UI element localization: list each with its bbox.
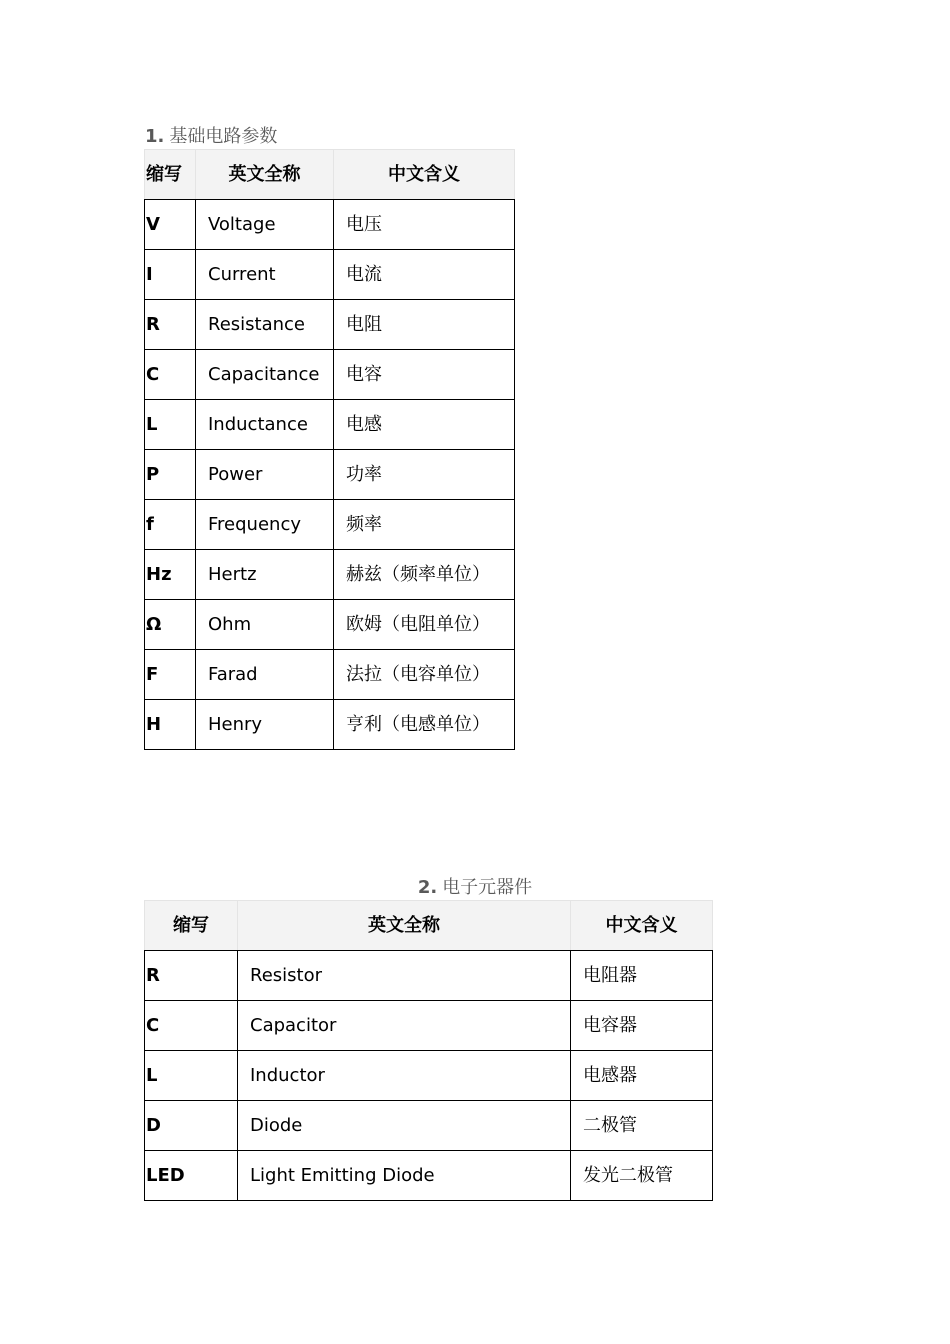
cell-meaning: 法拉（电容单位）	[334, 650, 515, 700]
cell-full-name: Resistor	[238, 951, 571, 1001]
cell-abbr: Ω	[145, 600, 196, 650]
cell-full-name: Frequency	[196, 500, 334, 550]
cell-abbr: LED	[145, 1151, 238, 1201]
table-row	[145, 400, 515, 450]
cell-full-name: Farad	[196, 650, 334, 700]
header-abbr: 缩写	[145, 150, 196, 200]
section-2-number: 2.	[417, 877, 438, 898]
cell-abbr: I	[145, 250, 196, 300]
cell-full-name: Power	[196, 450, 334, 500]
cell-meaning: 二极管	[571, 1101, 713, 1151]
cell-full-name: Resistance	[196, 300, 334, 350]
table-row	[145, 650, 515, 700]
cell-abbr: L	[145, 400, 196, 450]
section-2-title	[0, 877, 950, 899]
cell-meaning: 欧姆（电阻单位）	[334, 600, 515, 650]
cell-full-name: Capacitance	[196, 350, 334, 400]
cell-full-name: Hertz	[196, 550, 334, 600]
table-row	[145, 250, 515, 300]
section-1-title	[145, 126, 277, 148]
cell-full-name: Voltage	[196, 200, 334, 250]
cell-abbr: Hz	[145, 550, 196, 600]
cell-abbr: C	[145, 1001, 238, 1051]
table-row	[145, 1001, 713, 1051]
cell-full-name: Current	[196, 250, 334, 300]
cell-full-name: Capacitor	[238, 1001, 571, 1051]
cell-full-name: Light Emitting Diode	[238, 1151, 571, 1201]
cell-meaning: 频率	[334, 500, 515, 550]
header-meaning: 中文含义	[571, 901, 713, 951]
section-1-number: 1.	[145, 126, 165, 147]
table-row	[145, 350, 515, 400]
cell-meaning: 电压	[334, 200, 515, 250]
cell-meaning: 电阻器	[571, 951, 713, 1001]
cell-full-name: Inductor	[238, 1051, 571, 1101]
cell-meaning: 电感器	[571, 1051, 713, 1101]
cell-abbr: L	[145, 1051, 238, 1101]
header-meaning: 中文含义	[334, 150, 515, 200]
section-2-heading: 电子元器件	[442, 877, 533, 898]
cell-full-name: Henry	[196, 700, 334, 750]
table-row	[145, 1151, 713, 1201]
components-table	[144, 900, 713, 1201]
cell-abbr: P	[145, 450, 196, 500]
cell-meaning: 电容	[334, 350, 515, 400]
cell-meaning: 赫兹（频率单位）	[334, 550, 515, 600]
cell-meaning: 功率	[334, 450, 515, 500]
table-row	[145, 200, 515, 250]
header-row	[145, 901, 713, 951]
cell-abbr: V	[145, 200, 196, 250]
table-row	[145, 600, 515, 650]
table-row	[145, 550, 515, 600]
table-row	[145, 1101, 713, 1151]
cell-abbr: R	[145, 300, 196, 350]
circuit-params-table	[144, 149, 515, 750]
cell-abbr: C	[145, 350, 196, 400]
cell-meaning: 电感	[334, 400, 515, 450]
header-row	[145, 150, 515, 200]
header-full-name: 英文全称	[238, 901, 571, 951]
cell-abbr: H	[145, 700, 196, 750]
cell-meaning: 发光二极管	[571, 1151, 713, 1201]
cell-abbr: R	[145, 951, 238, 1001]
section-1-heading: 基础电路参数	[169, 126, 278, 147]
cell-abbr: F	[145, 650, 196, 700]
cell-meaning: 电容器	[571, 1001, 713, 1051]
cell-abbr: f	[145, 500, 196, 550]
table-row	[145, 300, 515, 350]
table-row	[145, 951, 713, 1001]
table-row	[145, 700, 515, 750]
cell-full-name: Diode	[238, 1101, 571, 1151]
cell-full-name: Ohm	[196, 600, 334, 650]
cell-meaning: 亨利（电感单位）	[334, 700, 515, 750]
cell-meaning: 电流	[334, 250, 515, 300]
header-full-name: 英文全称	[196, 150, 334, 200]
cell-meaning: 电阻	[334, 300, 515, 350]
table-row	[145, 1051, 713, 1101]
table-row	[145, 450, 515, 500]
table-row	[145, 500, 515, 550]
header-abbr: 缩写	[145, 901, 238, 951]
cell-full-name: Inductance	[196, 400, 334, 450]
cell-abbr: D	[145, 1101, 238, 1151]
